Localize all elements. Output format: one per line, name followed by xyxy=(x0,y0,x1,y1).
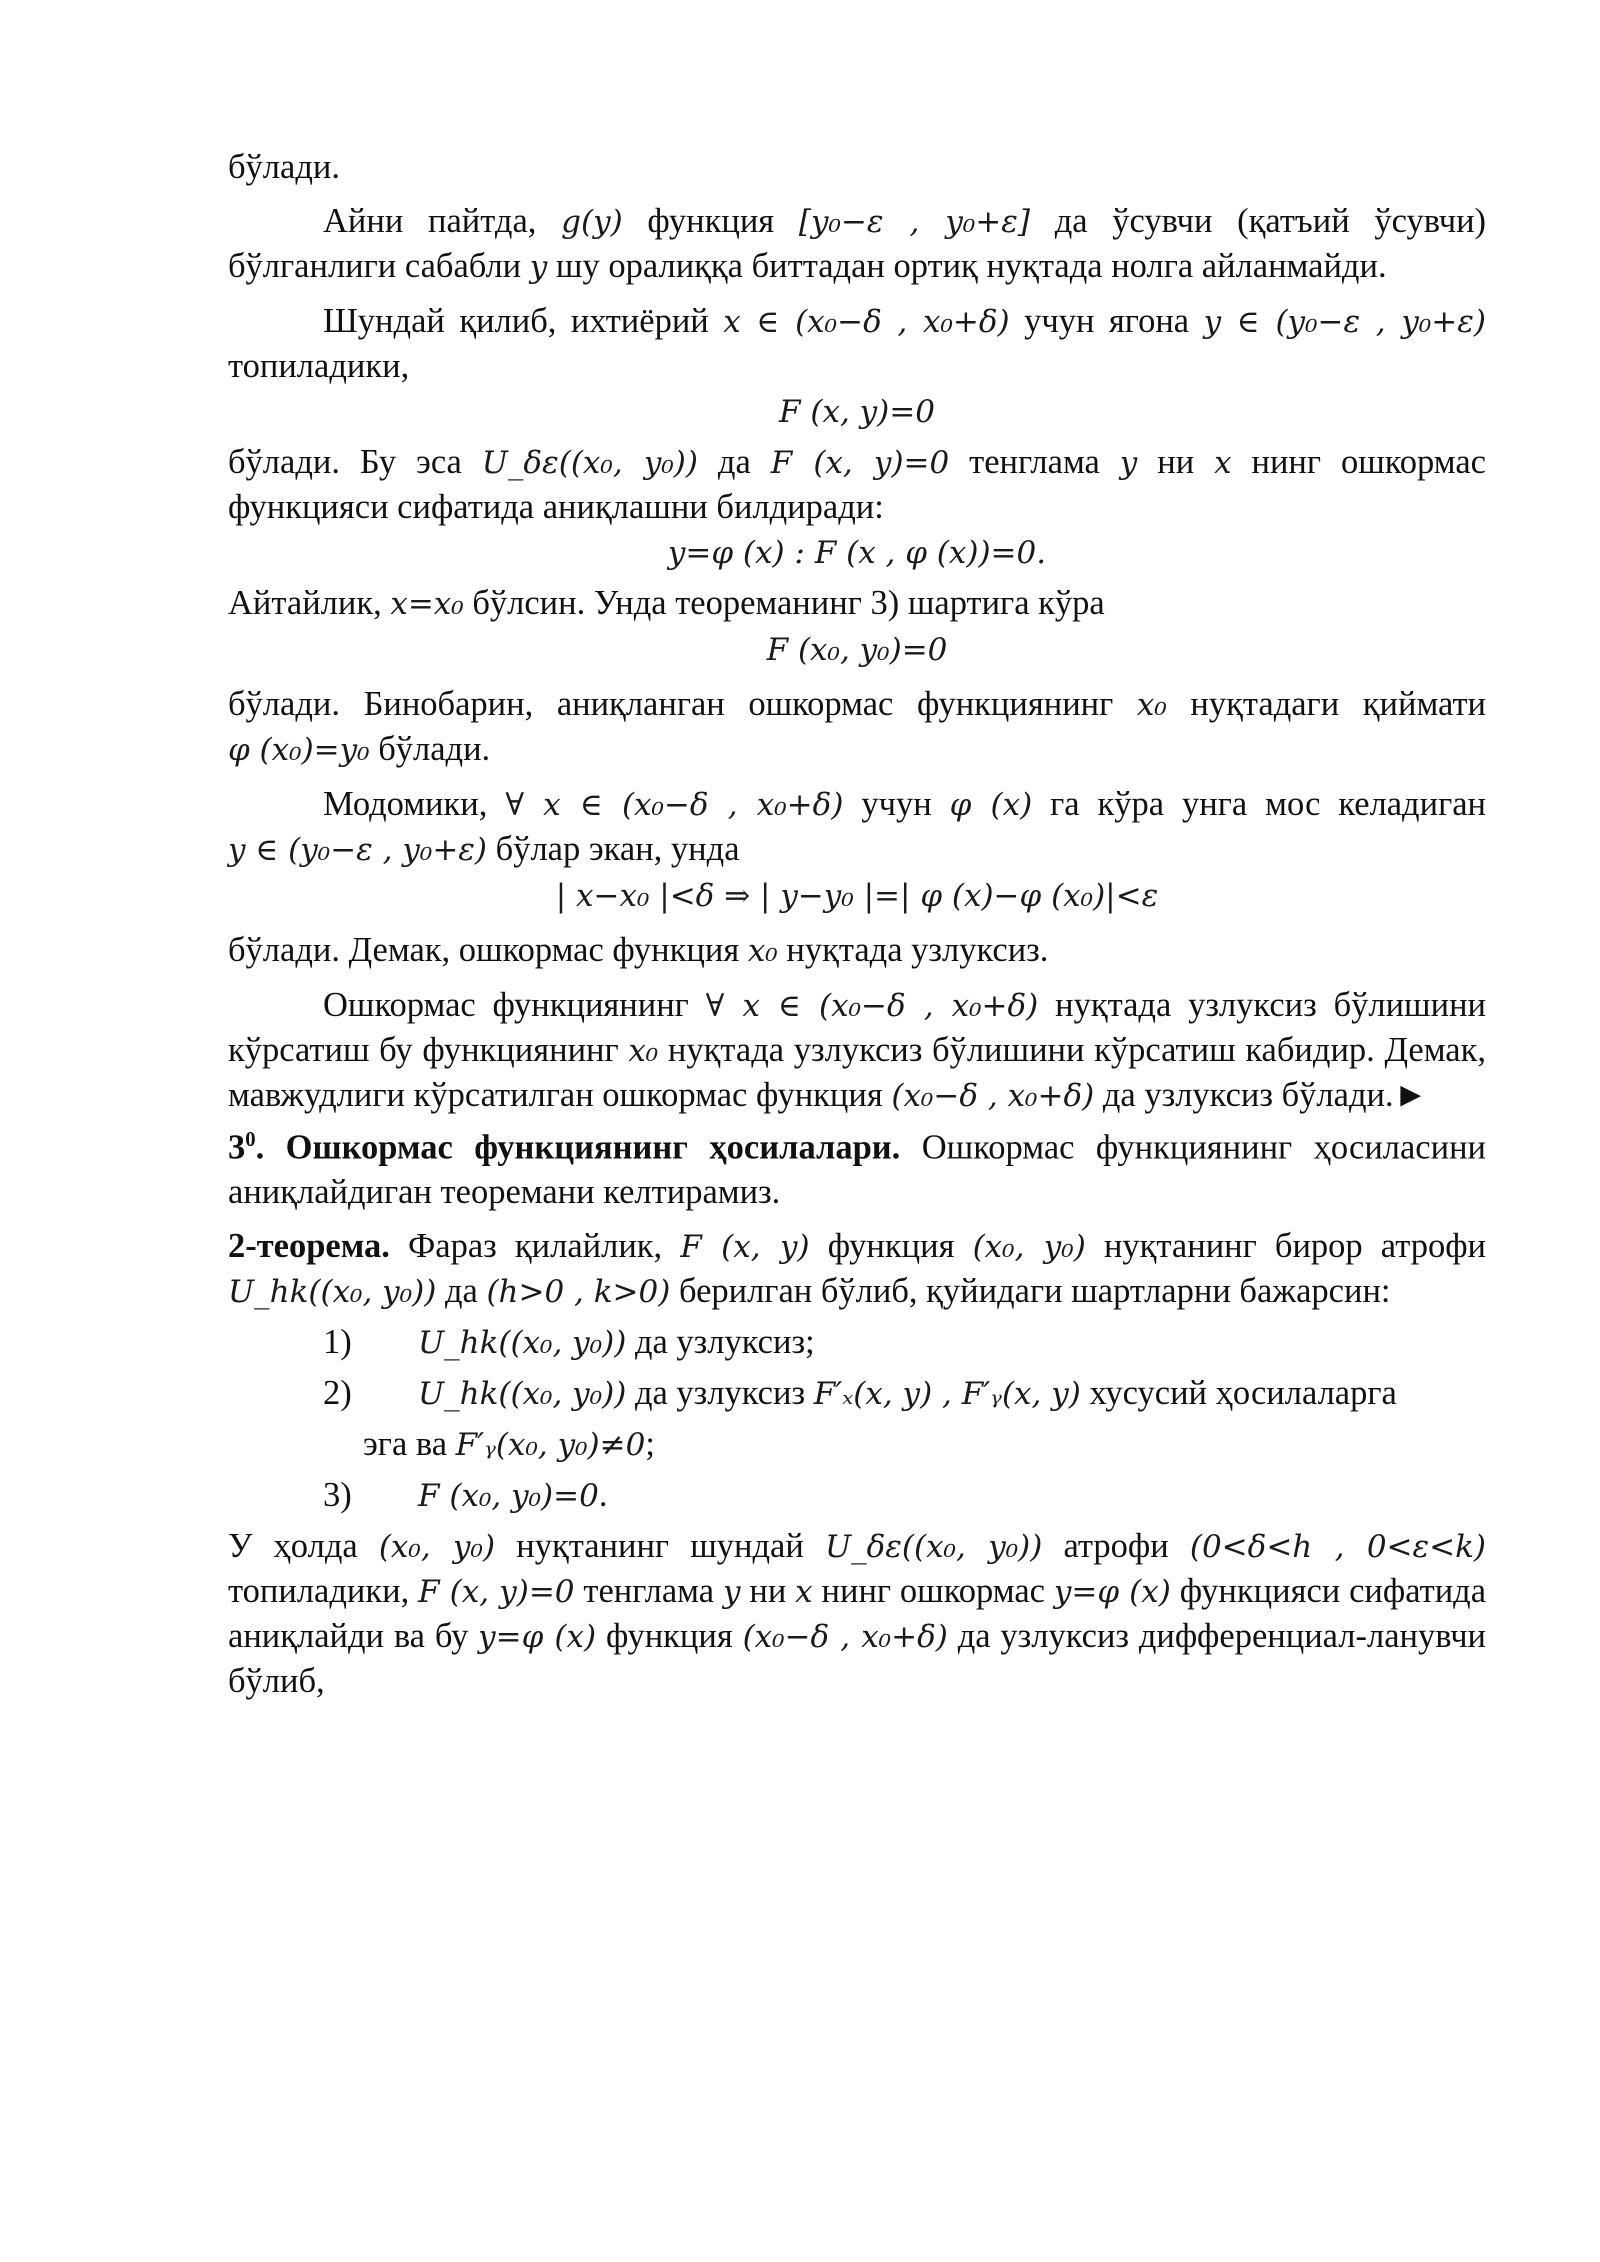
text: да xyxy=(444,1271,478,1310)
condition-3 xyxy=(228,1473,1486,1518)
text: учун xyxy=(861,785,932,823)
formula: x₀ xyxy=(747,933,778,969)
formula: F′ₓ(x, y) , F′ᵧ(x, y) xyxy=(813,1375,1081,1412)
condition-number: 2) xyxy=(323,1373,352,1412)
formula: (x₀−δ , x₀+δ) xyxy=(891,1078,1095,1114)
formula: x₀ xyxy=(1136,687,1167,723)
text: функция xyxy=(647,202,775,240)
paragraph-1 xyxy=(228,145,1486,189)
text: да узлуксиз дифференциал-ланувчи бўлиб, xyxy=(228,1616,1487,1700)
formula: φ (x₀)=y₀ xyxy=(228,732,370,768)
text: нуқтанинг шундай xyxy=(516,1526,804,1565)
text: топиладики, xyxy=(228,347,410,385)
text: нуқтадаги қиймати xyxy=(1190,685,1487,723)
formula: (x₀, y₀) xyxy=(972,1228,1086,1265)
formula: x xyxy=(795,1573,813,1610)
formula: F′ᵧ(x₀, y₀)≠0 xyxy=(455,1426,646,1463)
paragraph-4 xyxy=(228,440,1486,529)
text: да xyxy=(717,443,751,481)
text: Айтайлик, xyxy=(228,584,382,622)
paragraph-7 xyxy=(228,782,1486,872)
document-page xyxy=(228,145,1486,1703)
text: да узлуксиз бўлади.► xyxy=(1102,1076,1428,1114)
text: да узлуксиз xyxy=(634,1373,806,1412)
text: . xyxy=(598,1475,608,1514)
paragraph-5 xyxy=(228,581,1486,626)
display-equation: y=φ (x) : F (x , φ (x))=0. xyxy=(667,535,1047,571)
section-title: . Ошкормас функциянинг ҳосилалари. xyxy=(255,1128,901,1167)
text: бўлади. Демак, ошкормас функция xyxy=(228,931,740,969)
display-equation: F (x₀, y₀)=0 xyxy=(766,632,948,668)
formula: U_δε((x₀, y₀)) xyxy=(824,1528,1043,1565)
text: нинг ошкормас xyxy=(821,1571,1045,1610)
text: бўлсин. Унда теореманинг 3) шартига кўра xyxy=(472,584,1105,622)
paragraph-9 xyxy=(228,983,1486,1118)
condition-number: 1) xyxy=(323,1322,352,1361)
text: бўлади. xyxy=(228,148,340,186)
formula: x=x₀ xyxy=(390,586,464,622)
formula: U_hk((x₀, y₀)) xyxy=(228,1273,437,1310)
formula: F (x, y)=0 xyxy=(770,445,950,481)
formula: y xyxy=(722,1573,741,1610)
condition-2 xyxy=(228,1371,1486,1416)
text: Модомики, xyxy=(323,785,488,823)
text: нуқтанинг бирор атрофи xyxy=(1103,1226,1487,1265)
text: учун ягона xyxy=(1024,302,1190,340)
display-equation: | x−x₀ |<δ ⇒ | y−y₀ |=| φ (x)−φ (x₀)|<ε xyxy=(555,878,1159,914)
formula: (0<δ<h , 0<ε<k) xyxy=(1189,1528,1487,1565)
text: бўлади. xyxy=(378,730,491,768)
section-heading xyxy=(228,1118,1486,1214)
text: тенглама xyxy=(969,443,1100,481)
text: берилган бўлиб, қуйидаги шартларни бажарсин: xyxy=(678,1271,1391,1310)
text: топиладики, xyxy=(228,1571,410,1610)
text: функция xyxy=(827,1226,955,1265)
formula: y=φ (x) xyxy=(478,1618,597,1655)
text: хусусий ҳосилаларга xyxy=(1089,1373,1397,1412)
theorem-conclusion xyxy=(228,1524,1486,1703)
text: ; xyxy=(645,1424,655,1463)
text: да узлуксиз; xyxy=(634,1322,815,1361)
formula: ∀ x ∈ (x₀−δ , x₀+δ) xyxy=(705,988,1039,1024)
text: тенглама xyxy=(583,1571,715,1610)
formula: U_hk((x₀, y₀)) xyxy=(418,1324,627,1361)
text: нинг ошкормас функцияси сифатида аниқлашни билдиради: xyxy=(228,443,1486,526)
theorem-label: 2-теорема. xyxy=(228,1226,390,1265)
conditions-list xyxy=(228,1320,1486,1518)
text: шу оралиққа биттадан ортиқ нуқтада нолга айланмайди. xyxy=(555,247,1387,285)
text: Ошкормас функциянинг ҳосиласини аниқлайдиган теоремани келтирамиз. xyxy=(228,1128,1487,1211)
text: У ҳолда xyxy=(228,1526,358,1565)
text: нуқтада узлуксиз бўлишини кўрсатиш кабидир. Демак, мавжудлиги кўрсатилган ошкормас функция xyxy=(228,1031,1487,1114)
text: нуқтада узлуксиз бўлишини кўрсатиш бу функциянинг xyxy=(228,986,1487,1069)
paragraph-8 xyxy=(228,928,1486,973)
text: эга ва xyxy=(363,1424,448,1463)
formula: x₀ xyxy=(628,1033,659,1069)
formula: (x₀−δ , x₀+δ) xyxy=(742,1618,948,1655)
condition-2-continuation xyxy=(228,1422,1486,1467)
text: да ўсувчи (қатъий ўсувчи) бўлганлиги сабабли xyxy=(228,202,1487,285)
display-equation: F (x, y)=0 xyxy=(779,394,935,430)
formula: ∀ x ∈ (x₀−δ , x₀+δ) xyxy=(505,787,844,823)
formula: x xyxy=(1214,445,1232,481)
paragraph-3 xyxy=(228,299,1486,388)
formula: (x₀, y₀) xyxy=(378,1528,496,1565)
formula: y=φ (x) xyxy=(1053,1573,1171,1610)
formula: (h>0 , k>0) xyxy=(486,1273,671,1310)
formula: F (x, y)=0 xyxy=(418,1573,575,1610)
paragraph-2 xyxy=(228,199,1486,289)
text: ни xyxy=(1157,443,1195,481)
text: Ошкормас функциянинг xyxy=(323,986,689,1024)
formula: F (x₀, y₀)=0 xyxy=(418,1477,599,1514)
condition-number: 3) xyxy=(323,1475,352,1514)
formula: [y₀−ε , y₀+ε] xyxy=(798,204,1030,240)
text: Айни пайтда, xyxy=(323,202,537,240)
text: бўлар экан, унда xyxy=(495,830,740,868)
text: функцияси сифатида аниқлайди ва бу xyxy=(228,1571,1487,1655)
text: Шундай қилиб, ихтиёрий xyxy=(323,302,709,340)
text: ни xyxy=(749,1571,787,1610)
formula: y xyxy=(529,249,548,285)
condition-1 xyxy=(228,1320,1486,1365)
text: функция xyxy=(605,1616,733,1655)
section-number-superscript: 0 xyxy=(245,1129,256,1151)
text: нуқтада узлуксиз. xyxy=(786,931,1049,969)
formula: U_hk((x₀, y₀)) xyxy=(418,1375,627,1412)
section-number: 3 xyxy=(228,1128,246,1167)
formula: g(y) xyxy=(561,204,623,240)
formula: φ (x) xyxy=(949,787,1033,823)
paragraph-6 xyxy=(228,682,1486,772)
text: Фараз қилайлик, xyxy=(408,1226,663,1265)
text: бўлади. Бу эса xyxy=(228,443,462,481)
theorem-2 xyxy=(228,1224,1486,1314)
text: атрофи xyxy=(1063,1526,1169,1565)
formula: y ∈ (y₀−ε , y₀+ε) xyxy=(228,832,488,868)
text: бўлади. Бинобарин, аниқланган ошкормас функциянинг xyxy=(228,685,1114,723)
text: га кўра унга мос келадиган xyxy=(1050,785,1487,823)
formula: U_δε((x₀, y₀)) xyxy=(481,445,698,481)
formula: F (x, y) xyxy=(680,1228,810,1265)
formula: y xyxy=(1119,445,1138,481)
formula: y ∈ (y₀−ε , y₀+ε) xyxy=(1203,304,1487,340)
formula: x ∈ (x₀−δ , x₀+δ) xyxy=(723,304,1010,340)
